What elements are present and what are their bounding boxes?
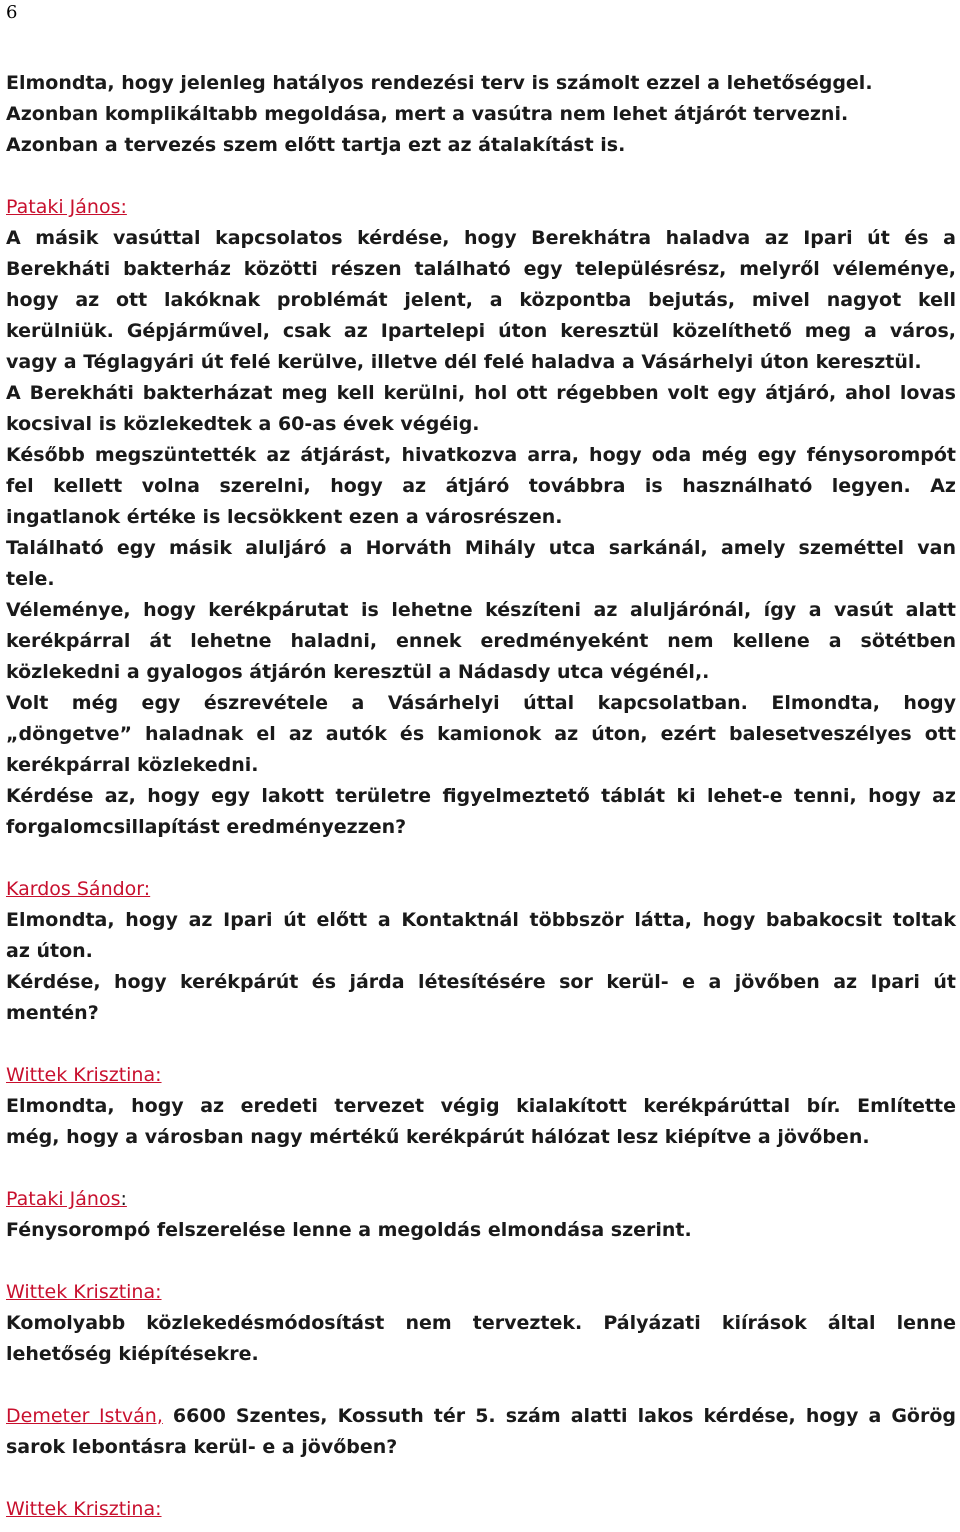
text-line: forgalomcsillapítást eredményezzen? bbox=[6, 816, 407, 838]
text-line: fel kellett volna szerelni, hogy az átjáró továbbra is használható legyen. Az bbox=[6, 475, 956, 497]
document-body bbox=[6, 68, 956, 1525]
speech-section bbox=[6, 1401, 956, 1463]
text-line: Berekháti bakterház közötti részen található egy településrész, melyről véleménye, bbox=[6, 258, 956, 280]
text-line: még, hogy a városban nagy mértékű kerékpárút hálózat lesz kiépítve a jövőben. bbox=[6, 1126, 870, 1148]
speaker-name: Wittek Krisztina: bbox=[6, 1498, 162, 1520]
text-line: Kérdése az, hogy egy lakott területre figyelmeztető táblát ki lehet-e tenni, hogy az bbox=[6, 785, 956, 807]
speech-section bbox=[6, 874, 956, 1029]
text-line: A másik vasúttal kapcsolatos kérdése, hogy Berekhátra haladva az Ipari út és a bbox=[6, 227, 956, 249]
text-line: kocsival is közlekedtek a 60-as évek végéig. bbox=[6, 413, 480, 435]
text-line: Volt még egy észrevétele a Vásárhelyi úttal kapcsolatban. Elmondta, hogy bbox=[6, 692, 956, 714]
text-line: mentén? bbox=[6, 1002, 99, 1024]
text-line: Azonban a tervezés szem előtt tartja ezt az átalakítást is. bbox=[6, 134, 626, 156]
speech-section bbox=[6, 192, 956, 843]
text-line: A Berekháti bakterházat meg kell kerülni, hol ott régebben volt egy átjáró, ahol lovas bbox=[6, 382, 956, 404]
text-line: Demeter István, 6600 Szentes, Kossuth tér 5. szám alatti lakos kérdése, hogy a Görög bbox=[6, 1405, 956, 1427]
text-line: ingatlanok értéke is lecsökkent ezen a városrészen. bbox=[6, 506, 563, 528]
text-line: Véleménye, hogy kerékpárutat is lehetne készíteni az aluljárónál, így a vasút alatt bbox=[6, 599, 956, 621]
text-line: Elmondta, hogy jelenleg hatályos rendezési terv is számolt ezzel a lehetőséggel. bbox=[6, 72, 873, 94]
speaker-name: Pataki János: bbox=[6, 1188, 127, 1210]
text-line: kerékpárral közlekedni. bbox=[6, 754, 259, 776]
page-number: 6 bbox=[6, 2, 18, 23]
text-line: tele. bbox=[6, 568, 55, 590]
text-line: kerékpárral át lehetne haladni, ennek eredményeként nem kellene a sötétben bbox=[6, 630, 956, 652]
speech-section bbox=[6, 1277, 956, 1370]
text-line: Komolyabb közlekedésmódosítást nem terveztek. Pályázati kiírások által lenne bbox=[6, 1312, 956, 1334]
text-line: kerülniük. Gépjárművel, csak az Ipartelepi úton keresztül közelíthető meg a város, bbox=[6, 320, 956, 342]
text-line: lehetőség kiépítésekre. bbox=[6, 1343, 259, 1365]
speech-section bbox=[6, 1184, 956, 1246]
speech-section bbox=[6, 1494, 956, 1525]
speech-section bbox=[6, 68, 956, 161]
speaker-name: Wittek Krisztina: bbox=[6, 1064, 162, 1086]
text-line: Azonban komplikáltabb megoldása, mert a vasútra nem lehet átjárót tervezni. bbox=[6, 103, 849, 125]
speaker-name: Demeter István, bbox=[6, 1405, 163, 1427]
text-line: közlekedni a gyalogos átjárón keresztül a Nádasdy utca végénél,. bbox=[6, 661, 710, 683]
speech-section bbox=[6, 1060, 956, 1153]
text-line: Található egy másik aluljáró a Horváth Mihály utca sarkánál, amely szeméttel van bbox=[6, 537, 956, 559]
text-line: „döngetve” haladnak el az autók és kamionok az úton, ezért balesetveszélyes ott bbox=[6, 723, 956, 745]
text-line: Elmondta, hogy az Ipari út előtt a Kontaktnál többször látta, hogy babakocsit toltak bbox=[6, 909, 956, 931]
text-line: Fénysorompó felszerelése lenne a megoldás elmondása szerint. bbox=[6, 1219, 692, 1241]
speaker-name: Pataki János: bbox=[6, 196, 127, 218]
text-line: vagy a Téglagyári út felé kerülve, illetve dél felé haladva a Vásárhelyi úton keresztül. bbox=[6, 351, 922, 373]
text-line: Kérdése, hogy kerékpárút és járda létesítésére sor kerül- e a jövőben az Ipari út bbox=[6, 971, 956, 993]
text-line: sarok lebontásra kerül- e a jövőben? bbox=[6, 1436, 398, 1458]
text-line: hogy az ott lakóknak problémát jelent, a központba bejutás, mivel nagyot kell bbox=[6, 289, 956, 311]
speaker-name: Kardos Sándor: bbox=[6, 878, 151, 900]
text-line: az úton. bbox=[6, 940, 93, 962]
text-line: Elmondta, hogy az eredeti tervezet végig kialakított kerékpárúttal bír. Említette bbox=[6, 1095, 956, 1117]
speaker-name: Wittek Krisztina: bbox=[6, 1281, 162, 1303]
text-line: Később megszüntették az átjárást, hivatkozva arra, hogy oda még egy fénysorompót bbox=[6, 444, 956, 466]
